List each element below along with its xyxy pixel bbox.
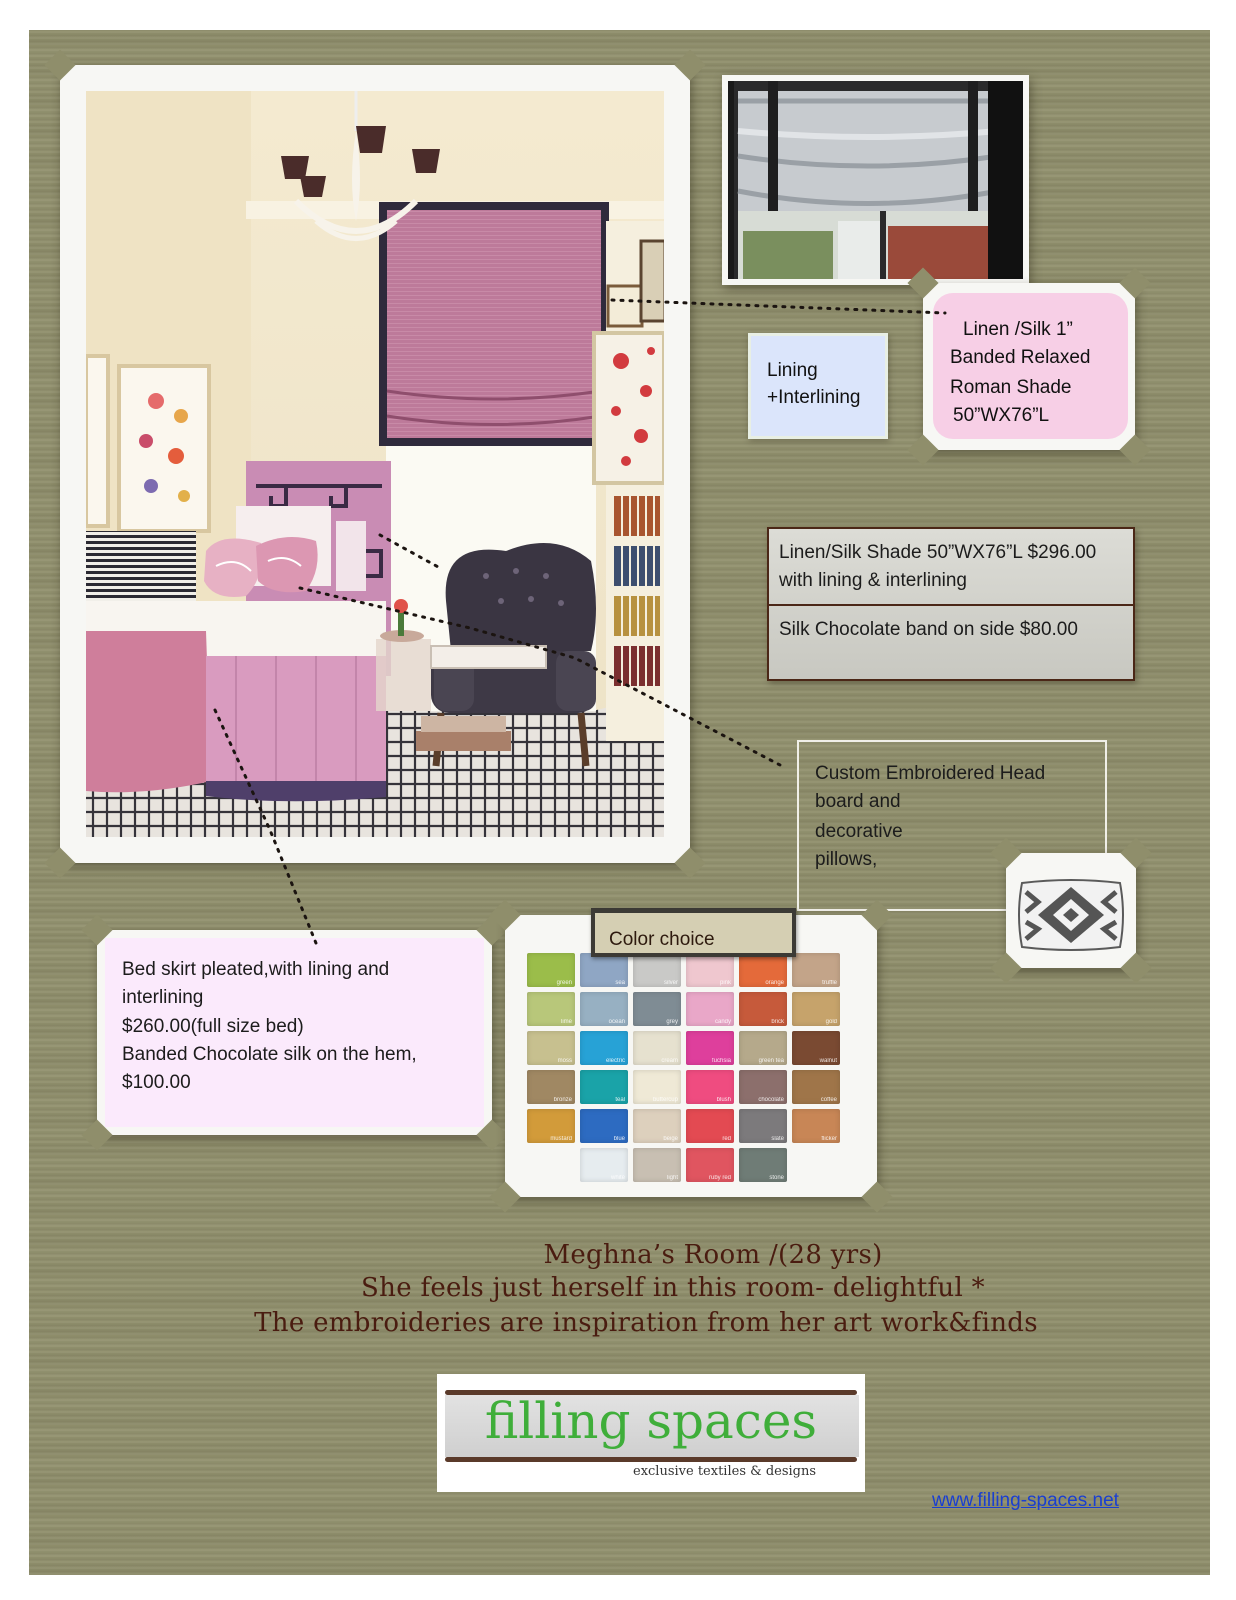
color-swatch-label: candy xyxy=(714,1019,731,1025)
color-swatch-beige xyxy=(633,1109,681,1143)
color-swatch-label: sea xyxy=(615,980,625,986)
price-row-band: Silk Chocolate band on side $80.00 xyxy=(779,619,1078,640)
shade-price-table xyxy=(767,527,1135,681)
lining-label xyxy=(748,333,888,439)
color-swatch-gold xyxy=(792,992,840,1026)
color-swatch-label: walnut xyxy=(819,1058,837,1064)
color-choice-card xyxy=(505,915,877,1197)
color-swatch-ruby-red xyxy=(686,1148,734,1182)
pillow-photo-frame xyxy=(1006,853,1136,968)
color-swatch-stone xyxy=(739,1148,787,1182)
price-row-shade-line-1: Linen/Silk Shade 50”WX76”L $296.00 xyxy=(779,542,1097,563)
color-swatch-label: moss xyxy=(557,1058,572,1064)
color-swatch-green xyxy=(527,953,575,987)
color-swatch-silver xyxy=(633,953,681,987)
color-swatch-blue xyxy=(580,1109,628,1143)
bedskirt-note-line-1: Bed skirt pleated,with lining and xyxy=(122,959,390,980)
price-row-shade xyxy=(769,529,1133,606)
shade-label-line-2: Banded Relaxed xyxy=(950,347,1091,368)
color-swatch-label: coffee xyxy=(820,1097,837,1103)
color-swatch-sea xyxy=(580,953,628,987)
color-swatch-label: ocean xyxy=(608,1019,625,1025)
color-swatch-bronze xyxy=(527,1070,575,1104)
color-choice-title: Color choice xyxy=(609,929,715,950)
pillow-photo xyxy=(1018,877,1124,953)
color-swatch-grey xyxy=(633,992,681,1026)
color-swatch-lime xyxy=(527,992,575,1026)
color-swatch-label: flicker xyxy=(821,1136,837,1142)
color-swatch-moss xyxy=(527,1031,575,1065)
headboard-note-line-3: decorative xyxy=(815,821,903,842)
color-swatch-coffee xyxy=(792,1070,840,1104)
headboard-note-line-4: pillows, xyxy=(815,849,878,870)
color-swatch-label: lime xyxy=(560,1019,572,1025)
color-swatch-pink xyxy=(686,953,734,987)
color-swatch-label: green xyxy=(556,980,572,986)
roman-shade-label xyxy=(933,293,1128,439)
color-swatch-label: cream xyxy=(661,1058,678,1064)
color-swatch-label: electric xyxy=(605,1058,625,1064)
bedskirt-note-frame xyxy=(97,930,492,1135)
shade-label-line-1: Linen /Silk 1” xyxy=(963,319,1073,340)
color-choice-title-tab xyxy=(591,908,796,957)
filling-spaces-logo xyxy=(437,1374,865,1492)
lining-label-line-2: +Interlining xyxy=(767,387,861,408)
color-swatch-teal xyxy=(580,1070,628,1104)
room-caption-line-3: The embroideries are inspiration from her art work&finds xyxy=(254,1308,1038,1338)
color-swatch-chocolate xyxy=(739,1070,787,1104)
color-swatch-cream xyxy=(633,1031,681,1065)
bedskirt-note-line-2: interlining xyxy=(122,987,204,1008)
roman-shade-label-frame xyxy=(923,283,1135,450)
color-swatch-truffle xyxy=(792,953,840,987)
color-swatch-buttercup xyxy=(633,1070,681,1104)
color-swatch-label: slate xyxy=(771,1136,784,1142)
website-link[interactable]: www.filling-spaces.net xyxy=(932,1490,1119,1511)
color-swatch-grid xyxy=(505,915,877,1197)
color-swatch-light xyxy=(633,1148,681,1182)
shade-label-line-4: 50”WX76”L xyxy=(953,405,1050,426)
color-swatch-label: pink xyxy=(719,980,731,986)
color-swatch-label: teal xyxy=(615,1097,625,1103)
color-swatch-walnut xyxy=(792,1031,840,1065)
logo-brand-name: filling spaces xyxy=(484,1392,818,1450)
price-row-shade-line-2: with lining & interlining xyxy=(779,570,967,591)
color-swatch-label: ruby red xyxy=(708,1175,731,1181)
headboard-note-line-1: Custom Embroidered Head xyxy=(815,763,1046,784)
color-swatch-label: grey xyxy=(666,1019,678,1025)
bedskirt-note-line-5: $100.00 xyxy=(122,1072,191,1093)
bedskirt-note-line-4: Banded Chocolate silk on the hem, xyxy=(122,1044,417,1065)
room-caption-line-1: Meghna’s Room /(28 yrs) xyxy=(543,1240,883,1270)
room-photo-frame xyxy=(60,65,690,863)
color-swatch-label: brick xyxy=(771,1019,784,1025)
color-swatch-ocean xyxy=(580,992,628,1026)
color-swatch-label: green tea xyxy=(758,1058,784,1064)
color-swatch-flicker xyxy=(792,1109,840,1143)
color-swatch-slate xyxy=(739,1109,787,1143)
color-swatch-label: truffle xyxy=(822,980,837,986)
color-swatch-label: fuchsia xyxy=(711,1058,731,1064)
color-swatch-label: blue xyxy=(613,1136,625,1142)
bedskirt-note xyxy=(105,938,484,1127)
color-swatch-label: buttercup xyxy=(652,1097,678,1103)
room-photo xyxy=(86,91,664,837)
color-swatch-label: stone xyxy=(769,1175,784,1181)
roman-shade-photo xyxy=(728,81,1023,279)
color-swatch-label: blush xyxy=(716,1097,731,1103)
color-swatch-label: silver xyxy=(663,980,678,986)
color-swatch-label: light xyxy=(666,1175,678,1181)
lining-label-line-1: Lining xyxy=(767,360,818,381)
logo-tagline: exclusive textiles & designs xyxy=(633,1464,817,1479)
color-swatch-label: mustard xyxy=(550,1136,572,1142)
color-swatch-orange xyxy=(739,953,787,987)
color-swatch-label: white xyxy=(610,1175,625,1181)
bedskirt-note-line-3: $260.00(full size bed) xyxy=(122,1016,304,1037)
room-caption-line-2: She feels just herself in this room- delightful * xyxy=(361,1273,985,1303)
color-swatch-candy xyxy=(686,992,734,1026)
color-swatch-blush xyxy=(686,1070,734,1104)
color-swatch-label: gold xyxy=(825,1019,837,1025)
roman-shade-photo-frame xyxy=(722,75,1029,285)
color-swatch-label: bronze xyxy=(553,1097,572,1103)
color-swatch-white xyxy=(580,1148,628,1182)
color-swatch-electric xyxy=(580,1031,628,1065)
color-swatch-label: orange xyxy=(765,980,784,986)
color-swatch-mustard xyxy=(527,1109,575,1143)
color-swatch-red xyxy=(686,1109,734,1143)
shade-label-line-3: Roman Shade xyxy=(950,377,1072,398)
color-swatch-label: beige xyxy=(663,1136,678,1142)
headboard-note-line-2: board and xyxy=(815,791,901,812)
color-swatch-label: chocolate xyxy=(758,1097,784,1103)
color-swatch-brick xyxy=(739,992,787,1026)
color-swatch-fuchsia xyxy=(686,1031,734,1065)
color-swatch-green-tea xyxy=(739,1031,787,1065)
color-swatch-label: red xyxy=(722,1136,731,1142)
